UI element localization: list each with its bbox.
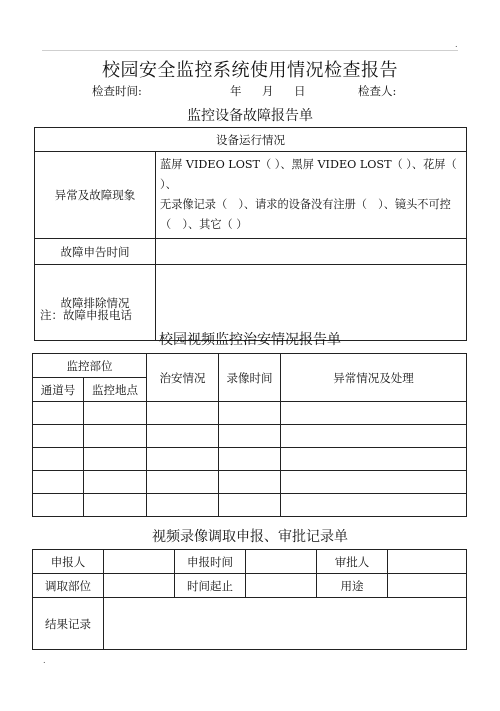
table-cell[interactable] <box>84 471 147 494</box>
table-cell[interactable] <box>219 425 281 448</box>
table-cell[interactable] <box>33 425 84 448</box>
purpose-cell[interactable] <box>388 574 467 598</box>
table-cell[interactable] <box>281 402 467 425</box>
table-cell[interactable] <box>281 494 467 517</box>
purpose-label: 用途 <box>317 574 388 598</box>
result-cell[interactable] <box>104 598 467 650</box>
apply-time-cell[interactable] <box>246 550 317 574</box>
table-cell[interactable] <box>219 402 281 425</box>
table-cell[interactable] <box>84 425 147 448</box>
corner-dot: . <box>455 40 458 49</box>
channel-header: 通道号 <box>33 378 84 402</box>
table-cell[interactable] <box>219 471 281 494</box>
applicant-cell[interactable] <box>104 550 175 574</box>
fix-label: 故障排除情况 <box>35 265 156 341</box>
table-row <box>33 402 467 425</box>
hotline-note: 注：故障申报电话 <box>40 308 132 322</box>
abnormal-desc-line-2: 无录像记录（ ）、请求的设备没有注册（ ）、镜头不可控 <box>160 198 451 211</box>
top-rule <box>42 50 458 51</box>
table-row <box>33 425 467 448</box>
time-range-cell[interactable] <box>246 574 317 598</box>
apply-time-label: 申报时间 <box>175 550 246 574</box>
dept-label: 调取部位 <box>33 574 104 598</box>
security-report-heading: 校园视频监控治安情况报告单 <box>159 332 341 348</box>
table-cell[interactable] <box>281 425 467 448</box>
table-row <box>33 494 467 517</box>
table-cell[interactable] <box>84 494 147 517</box>
table-row <box>33 448 467 471</box>
abnormal-desc-line-1: 蓝屏 VIDEO LOST（ ）、黑屏 VIDEO LOST（ ）、花屏（ ）、 <box>160 158 457 191</box>
monitor-location-header: 监控部位 <box>33 354 147 378</box>
table-cell[interactable] <box>281 471 467 494</box>
applicant-label: 申报人 <box>33 550 104 574</box>
table-cell[interactable] <box>84 448 147 471</box>
abnormal-handling-header: 异常情况及处理 <box>281 354 467 402</box>
time-range-label: 时间起止 <box>175 574 246 598</box>
table-cell[interactable] <box>33 494 84 517</box>
report-time-cell[interactable] <box>156 239 467 265</box>
table-cell[interactable] <box>147 402 219 425</box>
approver-cell[interactable] <box>388 550 467 574</box>
table-row <box>33 471 467 494</box>
report-time-label: 故障申告时间 <box>35 239 156 265</box>
table-cell[interactable] <box>84 402 147 425</box>
abnormal-description <box>156 152 467 239</box>
security-header: 治安情况 <box>147 354 219 402</box>
table-cell[interactable] <box>147 448 219 471</box>
status-header: 设备运行情况 <box>35 128 467 152</box>
table-cell[interactable] <box>147 425 219 448</box>
day-label: 日 <box>294 84 306 98</box>
bottom-dot: . <box>43 656 46 665</box>
retrieval-record-heading: 视频录像调取申报、审批记录单 <box>152 529 348 545</box>
table-cell[interactable] <box>33 402 84 425</box>
table-cell[interactable] <box>33 471 84 494</box>
abnormal-desc-line-3: （ ）、其它（ ） <box>160 218 248 231</box>
check-time-label: 检查时间: <box>92 84 142 98</box>
table-cell[interactable] <box>281 448 467 471</box>
table-cell[interactable] <box>33 448 84 471</box>
result-label: 结果记录 <box>33 598 104 650</box>
place-header: 监控地点 <box>84 378 147 402</box>
table-cell[interactable] <box>147 494 219 517</box>
year-label: 年 <box>230 84 242 98</box>
month-label: 月 <box>262 84 274 98</box>
retrieval-record-table <box>32 549 467 650</box>
approver-label: 审批人 <box>317 550 388 574</box>
security-report-table <box>32 353 467 517</box>
page-title: 校园安全监控系统使用情况检查报告 <box>102 60 398 81</box>
fault-report-heading: 监控设备故障报告单 <box>187 108 313 124</box>
record-time-header: 录像时间 <box>219 354 281 402</box>
dept-cell[interactable] <box>104 574 175 598</box>
table-cell[interactable] <box>147 471 219 494</box>
inspector-label: 检查人: <box>358 84 397 98</box>
table-cell[interactable] <box>219 494 281 517</box>
abnormal-label: 异常及故障现象 <box>35 152 156 239</box>
table-cell[interactable] <box>219 448 281 471</box>
